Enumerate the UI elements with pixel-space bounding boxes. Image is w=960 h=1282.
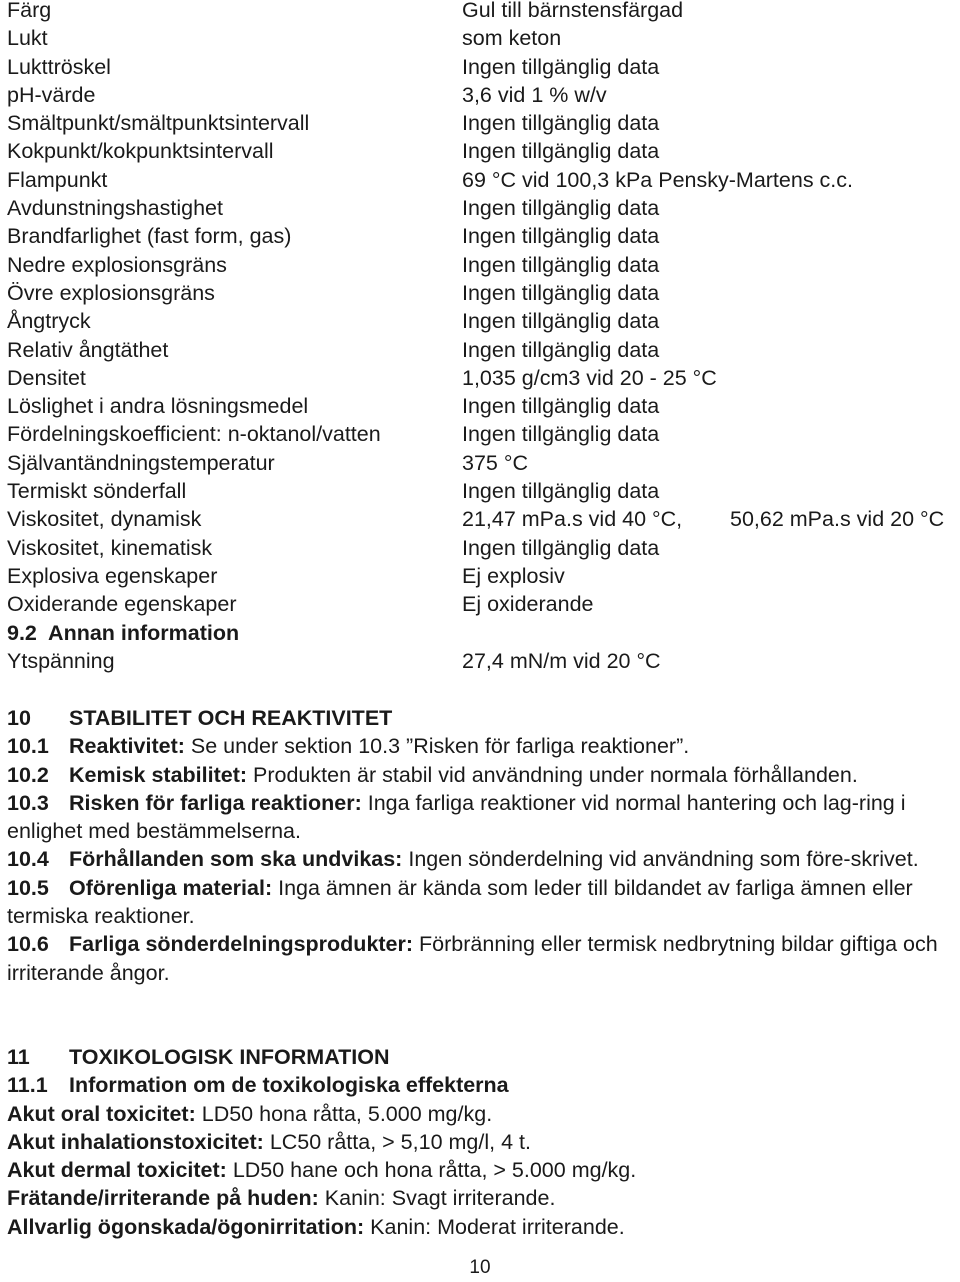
property-value: Ej explosiv	[462, 563, 565, 588]
property-key: Relativ ångtäthet	[7, 337, 169, 362]
property-row	[7, 0, 957, 24]
property-row	[7, 81, 957, 109]
tox-label: Akut dermal toxicitet:	[7, 1158, 227, 1183]
property-row	[7, 647, 957, 675]
item-number: 10.6	[7, 932, 49, 957]
item-text: Inga ämnen är kända som leder till bildandet av farliga ämnen eller termiska reaktioner.	[7, 875, 913, 929]
item-number: 10.4	[7, 847, 49, 872]
subsection-heading: Information om de toxikologiska effekterna	[69, 1073, 509, 1098]
property-key: Lukt	[7, 26, 48, 51]
property-key: Kokpunkt/kokpunktsintervall	[7, 139, 274, 164]
property-value: Ingen tillgänglig data	[462, 54, 660, 79]
property-row	[7, 364, 957, 392]
property-value-secondary: 50,62 mPa.s vid 20 °C	[730, 507, 945, 532]
tox-label: Frätande/irriterande på huden:	[7, 1186, 319, 1211]
subsection-title	[7, 1071, 952, 1099]
property-value: 1,035 g/cm3 vid 20 - 25 °C	[462, 365, 717, 390]
property-key: Oxiderande egenskaper	[7, 592, 237, 617]
property-value: 27,4 mN/m vid 20 °C	[462, 648, 661, 673]
property-value: Ingen tillgänglig data	[462, 394, 660, 419]
other-info-heading-row	[7, 619, 957, 647]
tox-item	[7, 1100, 952, 1128]
item-text: Inga farliga reaktioner vid normal hantering och lag-ring i enlighet med bestämmelserna.	[7, 790, 906, 844]
section-item	[7, 874, 952, 931]
property-row	[7, 24, 957, 52]
property-value: Ingen tillgänglig data	[462, 111, 660, 136]
property-key: Ytspänning	[7, 648, 115, 673]
property-row	[7, 279, 957, 307]
page-number: 10	[469, 1257, 491, 1278]
tox-label: Akut oral toxicitet:	[7, 1101, 196, 1126]
property-row	[7, 194, 957, 222]
property-key: pH-värde	[7, 82, 96, 107]
property-key: Termiskt sönderfall	[7, 479, 187, 504]
section-number: 10	[7, 706, 31, 730]
property-key: Densitet	[7, 365, 86, 390]
property-row	[7, 505, 957, 533]
property-key: Löslighet i andra lösningsmedel	[7, 394, 309, 419]
property-value: Ingen tillgänglig data	[462, 535, 660, 560]
property-value: Ingen tillgänglig data	[462, 224, 660, 249]
property-row	[7, 251, 957, 279]
tox-text: Kanin: Svagt irriterande.	[324, 1186, 556, 1211]
property-value: Ingen tillgänglig data	[462, 196, 660, 221]
item-label: Förhållanden som ska undvikas:	[69, 847, 403, 872]
tox-text: LD50 hona råtta, 5.000 mg/kg.	[201, 1101, 493, 1126]
item-number: 10.1	[7, 734, 49, 759]
property-value: Ingen tillgänglig data	[462, 280, 660, 305]
section-item	[7, 845, 952, 873]
tox-label: Allvarlig ögonskada/ögonirritation:	[7, 1214, 365, 1239]
property-row	[7, 53, 957, 81]
property-row	[7, 137, 957, 165]
property-key: Fördelningskoefficient: n-oktanol/vatten	[7, 422, 381, 447]
tox-text: Kanin: Moderat irriterande.	[370, 1214, 625, 1239]
property-value: 21,47 mPa.s vid 40 °C,	[462, 507, 683, 532]
section-11-title	[7, 1043, 952, 1071]
property-value: som keton	[462, 26, 562, 51]
property-row	[7, 109, 957, 137]
property-key: Självantändningstemperatur	[7, 450, 275, 475]
property-key: Nedre explosionsgräns	[7, 252, 227, 277]
property-key: Ångtryck	[7, 309, 91, 334]
property-value: Ingen tillgänglig data	[462, 422, 660, 447]
property-row	[7, 307, 957, 335]
property-row	[7, 222, 957, 250]
property-value: Ingen tillgänglig data	[462, 337, 660, 362]
item-label: Risken för farliga reaktioner:	[69, 790, 362, 815]
property-value: 3,6 vid 1 % w/v	[462, 82, 607, 107]
property-key: Färg	[7, 0, 52, 22]
item-text: Produkten är stabil vid användning under normala förhållanden.	[253, 762, 858, 787]
property-value: Ingen tillgänglig data	[462, 479, 660, 504]
property-key: Smältpunkt/smältpunktsintervall	[7, 111, 310, 136]
other-info-heading: 9.2 Annan information	[7, 620, 240, 645]
tox-item	[7, 1156, 952, 1184]
property-key: Övre explosionsgräns	[7, 280, 215, 305]
item-text: Ingen sönderdelning vid användning som före-skrivet.	[408, 847, 919, 872]
property-value: 375 °C	[462, 450, 528, 475]
property-row	[7, 590, 957, 618]
item-text: Förbränning eller termisk nedbrytning bildar giftiga och irriterande ångor.	[7, 932, 938, 985]
item-label: Kemisk stabilitet:	[69, 762, 248, 787]
property-row	[7, 420, 957, 448]
section-item	[7, 930, 952, 987]
properties-table	[7, 0, 957, 675]
section-number: 11	[7, 1045, 30, 1069]
tox-item	[7, 1184, 952, 1212]
property-row	[7, 562, 957, 590]
property-row	[7, 336, 957, 364]
item-text: Se under sektion 10.3 ”Risken för farliga reaktioner”.	[190, 734, 690, 759]
property-row	[7, 449, 957, 477]
property-value: Ingen tillgänglig data	[462, 309, 660, 334]
property-key: Brandfarlighet (fast form, gas)	[7, 224, 292, 249]
tox-label: Akut inhalationstoxicitet:	[7, 1129, 264, 1154]
property-key: Viskositet, dynamisk	[7, 507, 202, 532]
property-value: Ingen tillgänglig data	[462, 252, 660, 277]
property-key: Lukttröskel	[7, 54, 111, 79]
section-10-title	[7, 704, 952, 732]
property-row	[7, 477, 957, 505]
property-key: Viskositet, kinematisk	[7, 535, 213, 560]
section-title: STABILITET OCH REAKTIVITET	[69, 706, 393, 730]
property-row	[7, 534, 957, 562]
property-value: 69 °C vid 100,3 kPa Pensky-Martens c.c.	[462, 167, 853, 192]
tox-item	[7, 1128, 952, 1156]
section-item	[7, 732, 952, 760]
item-number: 10.2	[7, 762, 49, 787]
item-number: 10.3	[7, 790, 49, 815]
property-row	[7, 392, 957, 420]
property-value: Ej oxiderande	[462, 592, 594, 617]
property-key: Flampunkt	[7, 167, 108, 192]
property-value: Ingen tillgänglig data	[462, 139, 660, 164]
property-row	[7, 166, 957, 194]
tox-item	[7, 1213, 952, 1241]
section-title: TOXIKOLOGISK INFORMATION	[69, 1045, 390, 1069]
section-item	[7, 789, 952, 846]
item-label: Oförenliga material:	[69, 875, 273, 900]
section-item	[7, 761, 952, 789]
property-value: Gul till bärnstensfärgad	[462, 0, 684, 22]
item-label: Farliga sönderdelningsprodukter:	[69, 932, 414, 957]
property-key: Avdunstningshastighet	[7, 196, 223, 221]
item-number: 10.5	[7, 875, 49, 900]
tox-text: LC50 råtta, > 5,10 mg/l, 4 t.	[269, 1129, 531, 1154]
tox-text: LD50 hane och hona råtta, > 5.000 mg/kg.	[232, 1158, 637, 1183]
property-key: Explosiva egenskaper	[7, 563, 218, 588]
section-10	[7, 704, 952, 987]
subsection-number: 11.1	[7, 1073, 48, 1098]
item-label: Reaktivitet:	[69, 734, 185, 759]
section-11	[7, 1043, 952, 1241]
